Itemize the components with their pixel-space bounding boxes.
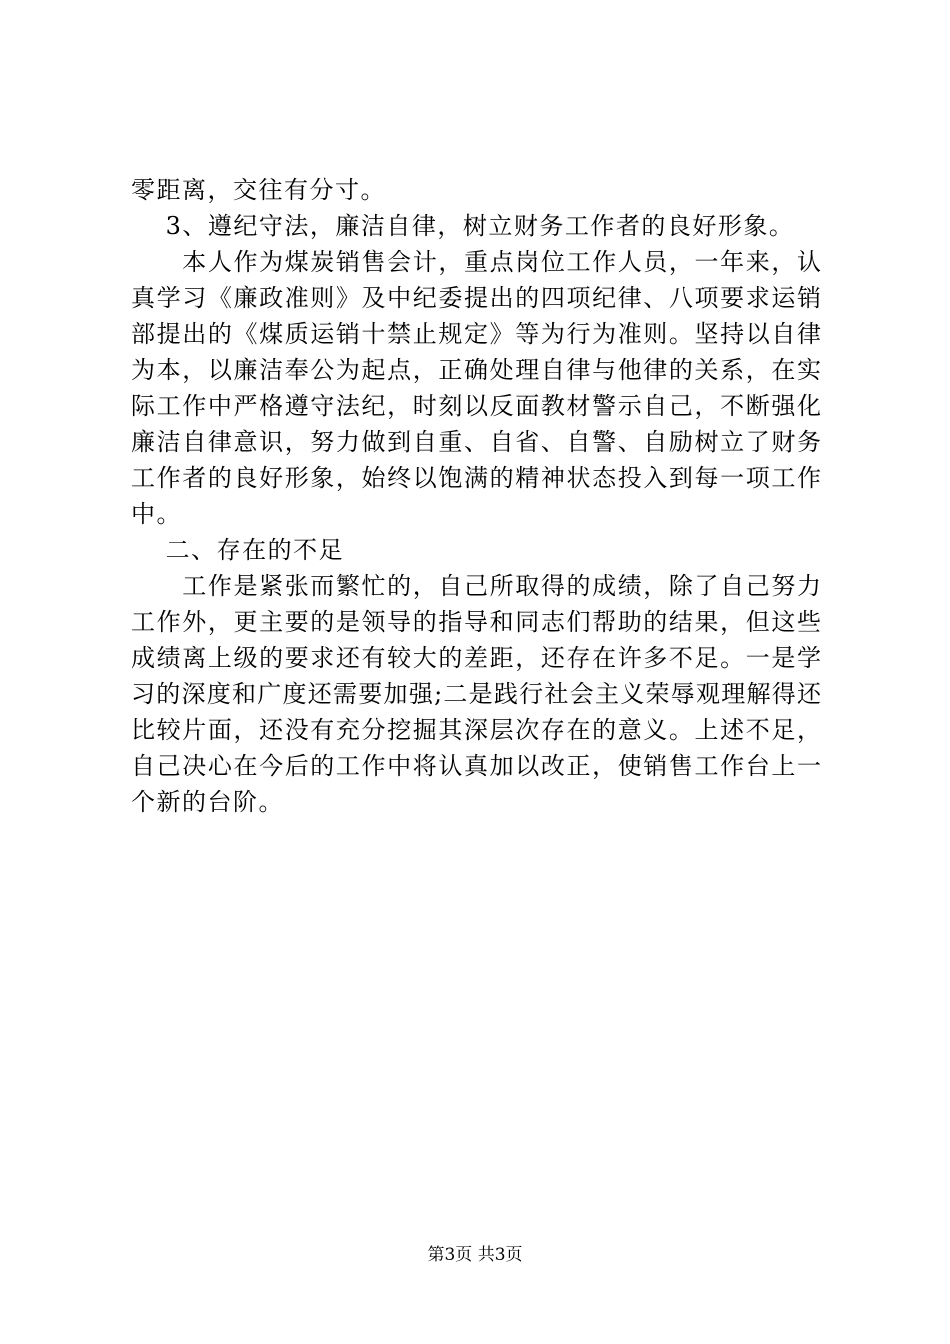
text-line: 为本，以廉洁奉公为起点，正确处理自律与他律的关系，在实 (131, 356, 821, 384)
text-line: 工作是紧张而繁忙的，自己所取得的成绩，除了自己努力 (131, 572, 821, 600)
page-footer (0, 1243, 950, 1267)
text-line: 零距离，交往有分寸。 (131, 176, 386, 204)
text-line: 工作外，更主要的是领导的指导和同志们帮助的结果，但这些 (131, 608, 821, 636)
text-line: 自己决心在今后的工作中将认真加以改正，使销售工作台上一 (131, 752, 821, 780)
text-line: 本人作为煤炭销售会计，重点岗位工作人员，一年来，认 (131, 248, 821, 276)
text-line: 部提出的《煤质运销十禁止规定》等为行为准则。坚持以自律 (131, 320, 821, 348)
text-line: 成绩离上级的要求还有较大的差距，还存在许多不足。一是学 (131, 644, 821, 672)
text-line: 际工作中严格遵守法纪，时刻以反面教材警示自己，不断强化 (131, 392, 821, 420)
section-heading: 二、存在的不足 (131, 536, 345, 564)
text-line: 个新的台阶。 (131, 788, 284, 816)
text-line: 习的深度和广度还需要加强;二是践行社会主义荣辱观理解得还 (131, 680, 821, 708)
text-line: 中。 (131, 500, 182, 528)
page-number: 第3页 共3页 (427, 1245, 523, 1265)
section-heading: 3、遵纪守法，廉洁自律，树立财务工作者的良好形象。 (131, 212, 795, 240)
text-line: 比较片面，还没有充分挖掘其深层次存在的意义。上述不足， (131, 716, 821, 744)
document-body (131, 172, 821, 820)
text-line: 真学习《廉政准则》及中纪委提出的四项纪律、八项要求运销 (131, 284, 821, 312)
text-line: 廉洁自律意识，努力做到自重、自省、自警、自励树立了财务 (131, 428, 821, 456)
text-line: 工作者的良好形象，始终以饱满的精神状态投入到每一项工作 (131, 464, 821, 492)
